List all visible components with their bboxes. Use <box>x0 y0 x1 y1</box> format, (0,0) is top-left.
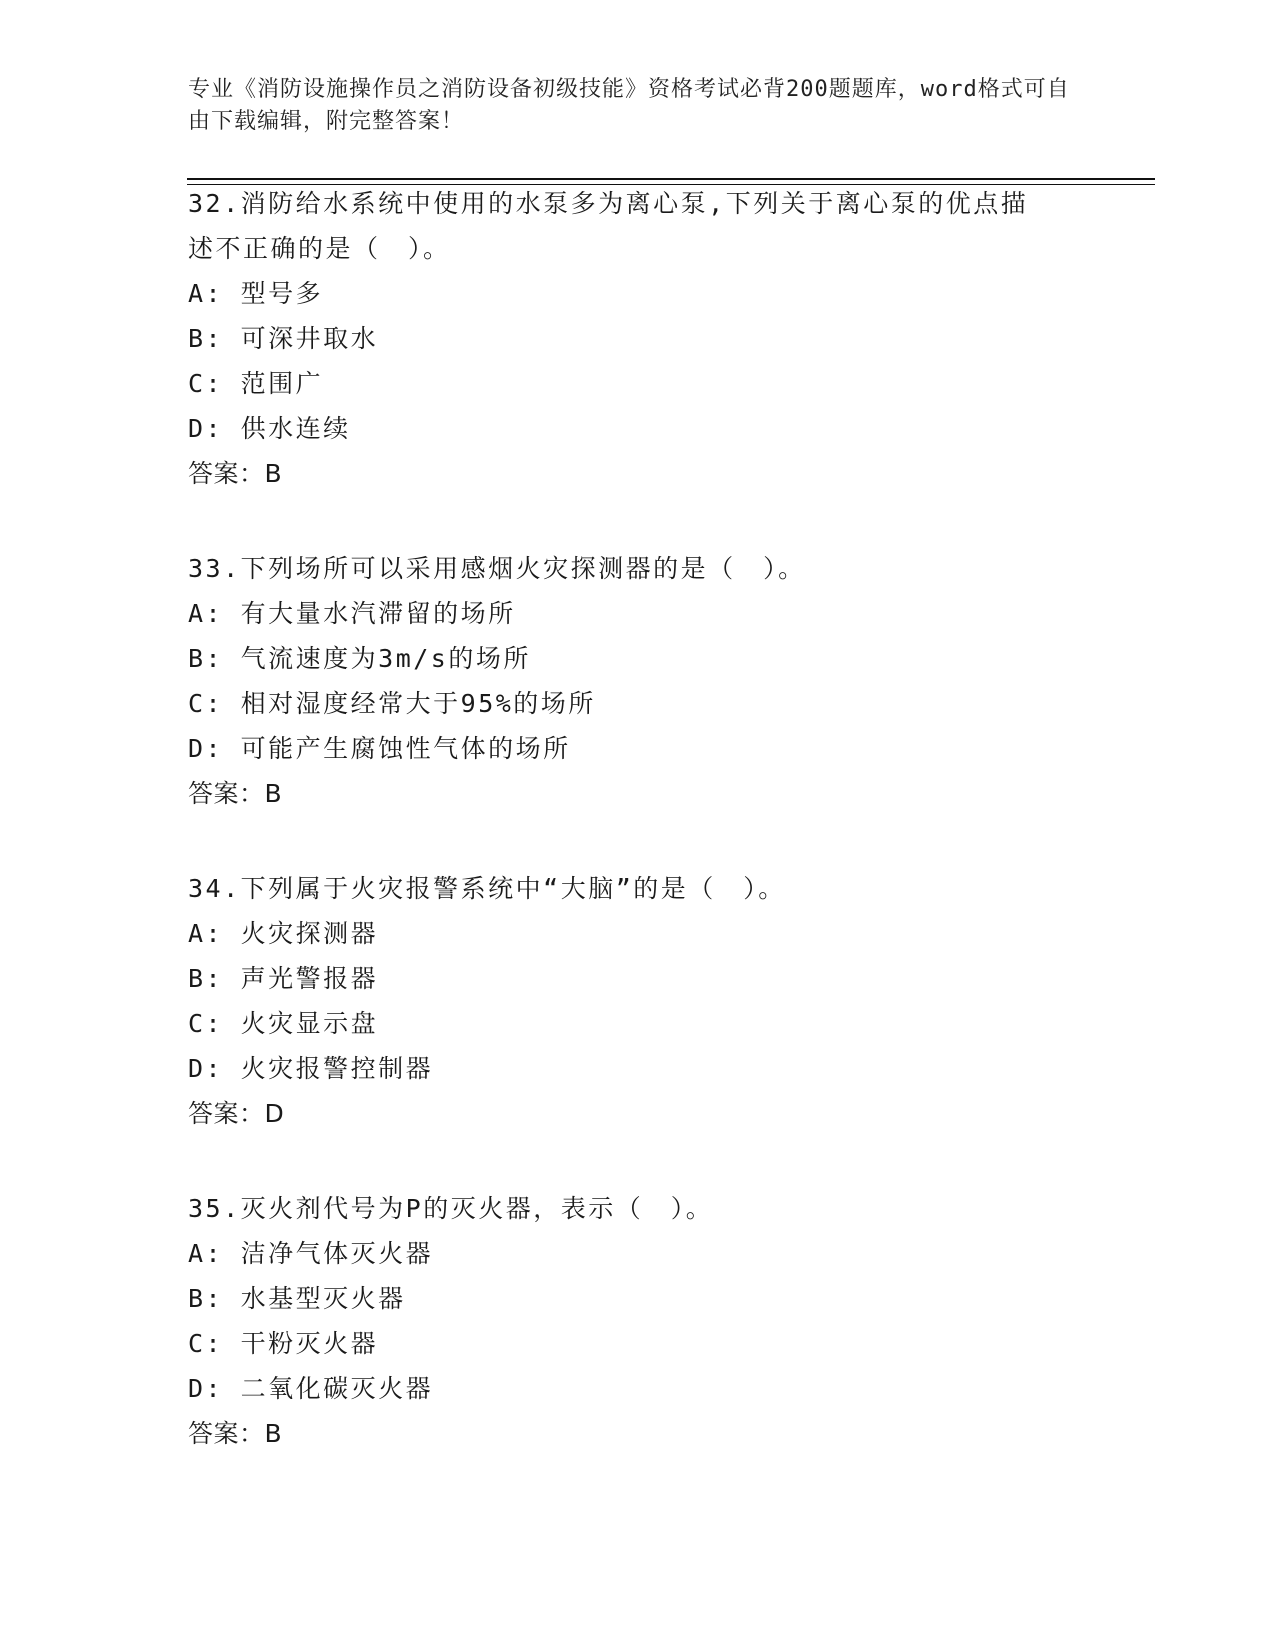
answer: 答案：B <box>188 1419 283 1448</box>
option-c: C: 火灾显示盘 <box>188 1009 379 1038</box>
document-header: 专业《消防设施操作员之消防设备初级技能》资格考试必背200题题库，word格式可自由下载编辑，附完整答案！ <box>188 77 1070 134</box>
answer: 答案：B <box>188 779 283 808</box>
question-32 <box>188 181 1088 496</box>
question-stem: 34.下列属于火灾报警系统中“大脑”的是（ ）。 <box>188 874 786 903</box>
option-d: D: 供水连续 <box>188 414 351 443</box>
question-stem: 33.下列场所可以采用感烟火灾探测器的是（ ）。 <box>188 554 806 583</box>
option-a: A: 有大量水汽滞留的场所 <box>188 599 516 628</box>
option-c: C: 范围广 <box>188 369 324 398</box>
option-d: D: 可能产生腐蚀性气体的场所 <box>188 734 571 763</box>
option-d: D: 二氧化碳灭火器 <box>188 1374 434 1403</box>
question-stem: 35.灭火剂代号为P的灭火器，表示（ ）。 <box>188 1194 714 1223</box>
question-33 <box>188 546 1088 816</box>
answer: 答案：D <box>188 1099 285 1128</box>
option-b: B: 气流速度为3m/s的场所 <box>188 644 531 673</box>
question-34 <box>188 866 1088 1136</box>
option-d: D: 火灾报警控制器 <box>188 1054 434 1083</box>
option-a: A: 火灾探测器 <box>188 919 379 948</box>
option-c: C: 干粉灭火器 <box>188 1329 379 1358</box>
question-stem: 32.消防给水系统中使用的水泵多为离心泵,下列关于离心泵的优点描述不正确的是（ ）。 <box>188 189 1029 263</box>
option-a: A: 洁净气体灭火器 <box>188 1239 434 1268</box>
question-35 <box>188 1186 1088 1456</box>
option-a: A: 型号多 <box>188 279 324 308</box>
option-c: C: 相对湿度经常大于95%的场所 <box>188 689 596 718</box>
answer: 答案：B <box>188 459 283 488</box>
option-b: B: 可深井取水 <box>188 324 379 353</box>
option-b: B: 水基型灭火器 <box>188 1284 406 1313</box>
header-divider-thick <box>187 178 1155 180</box>
option-b: B: 声光警报器 <box>188 964 379 993</box>
